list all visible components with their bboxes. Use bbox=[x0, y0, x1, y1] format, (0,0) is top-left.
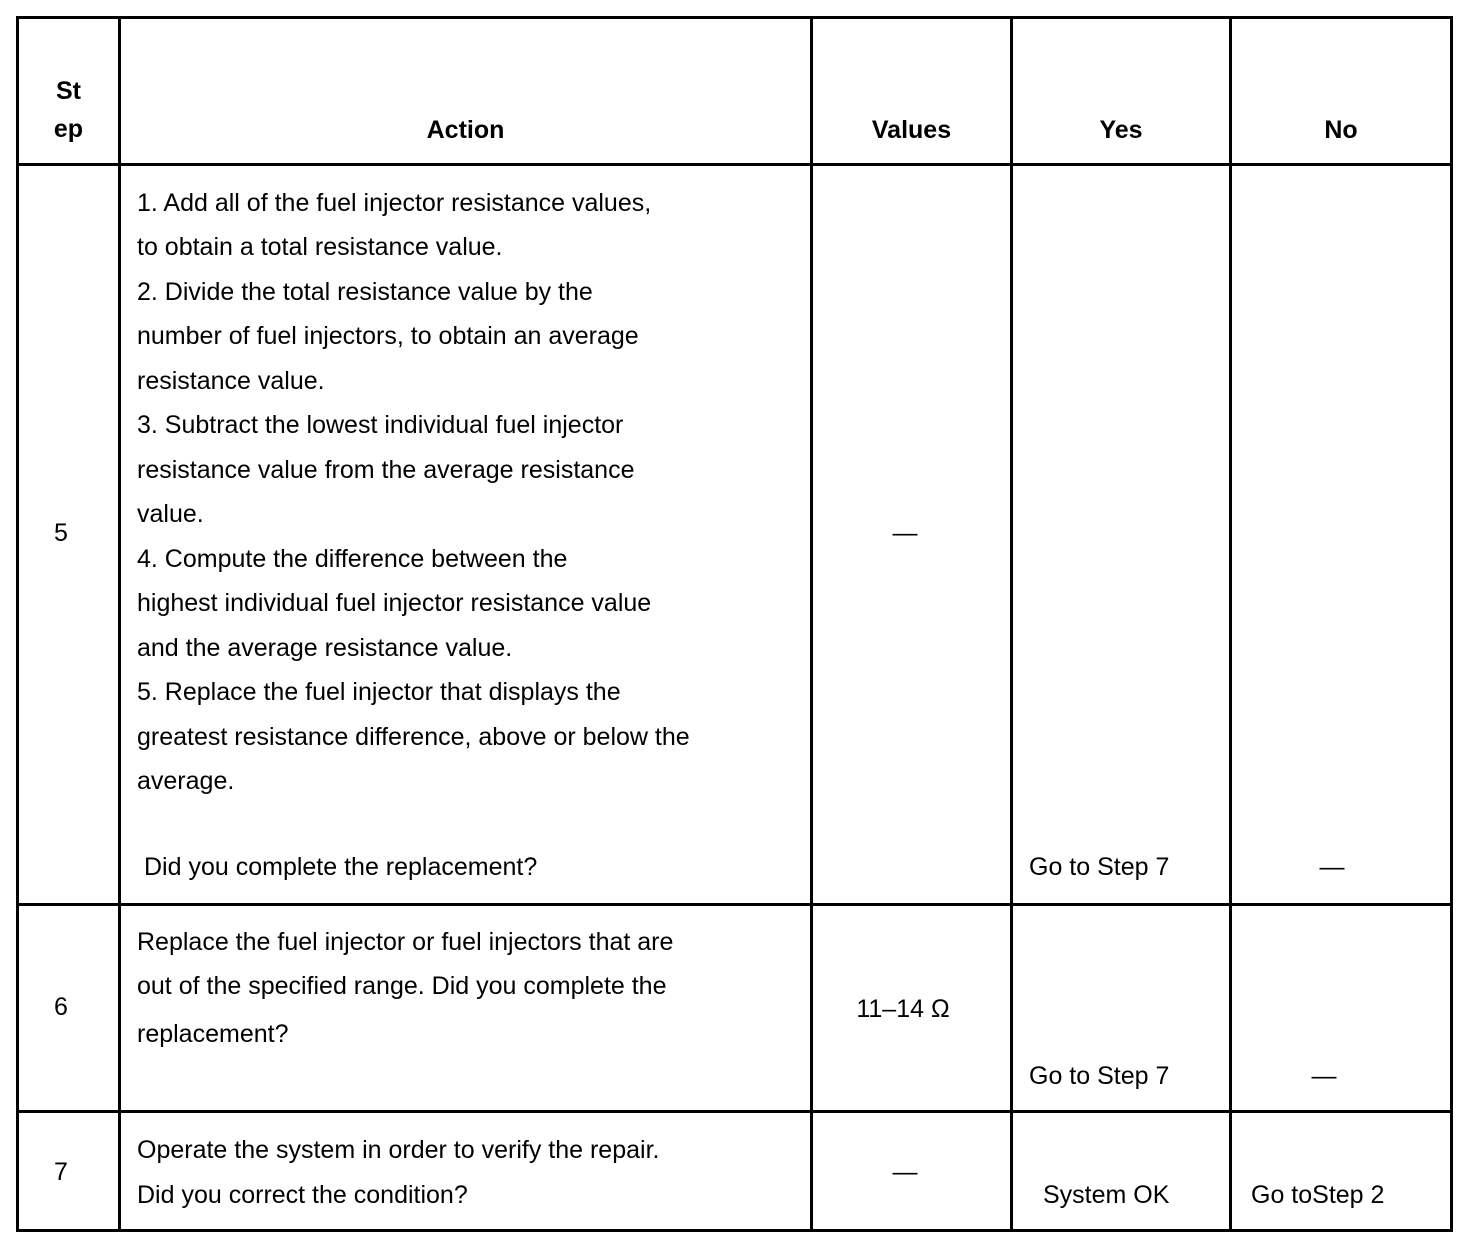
header-action: Action bbox=[426, 116, 505, 144]
action-line: resistance value. bbox=[137, 367, 325, 395]
action-line: and the average resistance value. bbox=[137, 634, 513, 662]
action-line: greatest resistance difference, above or below the bbox=[137, 723, 690, 751]
action-line: 2. Divide the total resistance value by the bbox=[137, 278, 593, 306]
action-line: to obtain a total resistance value. bbox=[137, 233, 503, 261]
row-divider bbox=[16, 903, 1453, 906]
no-cell: — bbox=[1311, 1062, 1337, 1090]
action-line: value. bbox=[137, 500, 204, 528]
no-cell: — bbox=[1319, 853, 1345, 881]
action-line: resistance value from the average resistance bbox=[137, 456, 635, 484]
action-line: replacement? bbox=[137, 1020, 289, 1048]
step-number: 7 bbox=[54, 1158, 68, 1186]
values-cell: — bbox=[892, 519, 918, 547]
header-divider bbox=[16, 163, 1453, 166]
table-border-top bbox=[16, 16, 1453, 19]
yes-cell: Go to Step 7 bbox=[1029, 853, 1170, 881]
column-divider bbox=[1229, 16, 1232, 1232]
action-line: 3. Subtract the lowest individual fuel injector bbox=[137, 411, 624, 439]
column-divider bbox=[1010, 16, 1013, 1232]
column-divider bbox=[118, 16, 121, 1232]
yes-cell: System OK bbox=[1043, 1181, 1170, 1209]
table-border-bottom bbox=[16, 1229, 1453, 1232]
action-line: highest individual fuel injector resistance value bbox=[137, 589, 652, 617]
table-border-right bbox=[1450, 16, 1453, 1232]
values-cell: — bbox=[892, 1158, 918, 1186]
action-line: Replace the fuel injector or fuel injectors that are bbox=[137, 928, 674, 956]
action-line: 4. Compute the difference between the bbox=[137, 545, 568, 573]
header-step-line1: St bbox=[56, 77, 81, 105]
no-cell: Go toStep 2 bbox=[1251, 1181, 1385, 1209]
header-values: Values bbox=[871, 116, 952, 144]
values-cell: 11–14 Ω bbox=[856, 995, 950, 1023]
header-no: No bbox=[1324, 116, 1358, 144]
header-yes: Yes bbox=[1099, 116, 1143, 144]
step-number: 6 bbox=[54, 993, 68, 1021]
action-line: average. bbox=[137, 767, 235, 795]
action-question: Did you complete the replacement? bbox=[144, 853, 538, 881]
action-line: 1. Add all of the fuel injector resistance values, bbox=[137, 189, 652, 217]
action-line: Did you correct the condition? bbox=[137, 1181, 468, 1209]
yes-cell: Go to Step 7 bbox=[1029, 1062, 1170, 1090]
step-number: 5 bbox=[54, 519, 68, 547]
action-line: 5. Replace the fuel injector that displays the bbox=[137, 678, 621, 706]
header-step bbox=[19, 72, 118, 148]
column-divider bbox=[810, 16, 813, 1232]
action-line: number of fuel injectors, to obtain an average bbox=[137, 322, 639, 350]
action-line: out of the specified range. Did you complete the bbox=[137, 972, 667, 1000]
row-divider bbox=[16, 1110, 1453, 1113]
header-step-line2: ep bbox=[53, 115, 84, 143]
table-border-left bbox=[16, 16, 19, 1232]
action-line: Operate the system in order to verify the repair. bbox=[137, 1136, 660, 1164]
